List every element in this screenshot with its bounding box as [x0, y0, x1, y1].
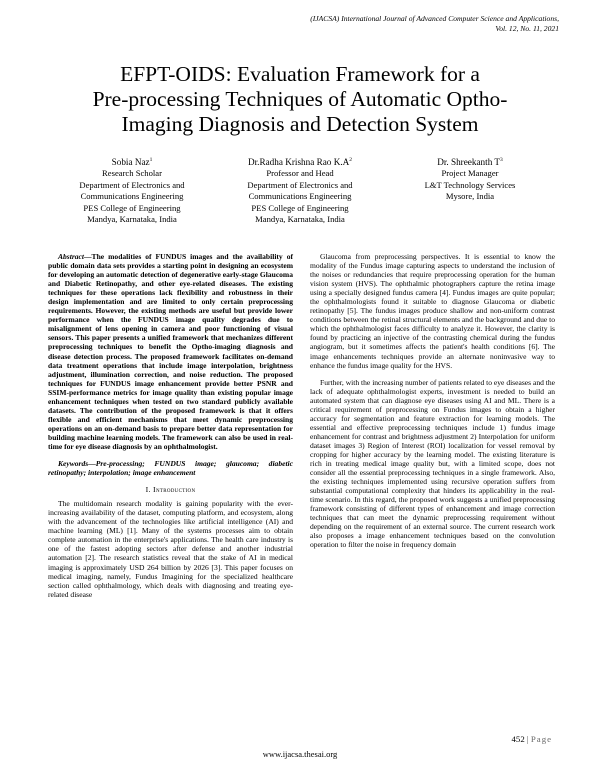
author-name: Dr.Radha Krishna Rao K.A	[247, 157, 350, 168]
keywords-label: Keywords	[58, 459, 89, 469]
author-line: Department of Electronics and	[79, 179, 185, 190]
author-line: L&T Technology Services	[424, 179, 516, 190]
left-column	[48, 252, 293, 599]
body-paragraph-1: Glaucoma from preprocessing perspectives. It is essential to know the modality of the Fundus image capturing aspects to understand the inclusion of the noises or redundancies that require preprocessing operation for the human vision system (HVS). The ophthalmic photographers capture the retina image using a specially designed fundus camera [4]. Fundus images are quite popular; the ophthalmologists found it suitable to diagnose Glaucoma or diabetic retinopathy [5]. The fundus images produce shallow and non-uniform contrast conditions between the retinal structural elements and the background and due to which the ophthalmologist faces difficulty to analyze it. However, the clarity is found by practicing an injective of the contrasting chemical during the fundus angiogram, but it sometimes affects the patient's health conditions [6]. The image enhancements techniques provide an alternate noninvasive way to enhance the fundus image quality for the HVS.	[310, 252, 555, 370]
abstract	[48, 252, 293, 451]
page-number-value: 452	[511, 734, 525, 744]
right-column	[310, 252, 555, 550]
page-separator: |	[526, 734, 529, 744]
journal-volume: Vol. 12, No. 11, 2021	[495, 24, 559, 33]
body-paragraph-2: Further, with the increasing number of patients related to eye diseases and the lack of adequate ophthalmologist experts, investment is needed to build an automated system that can diagnose eye diseases using AI and ML. There is a critical requirement of preprocessing on Fundus images to obtain a higher accuracy for segmentation and feature extraction for learning models. The essential and effective preprocessing techniques include 1) fundus image enhancement for contrast and brightness adjustment 2) Interpolation for uniform dataset images 3) Region of Interest (ROI) localization for vessel removal by cropping for higher accuracy by the learning model. The existing literature is rich in treating medical image quality but, with a limited scope, does not consider all the essential preprocessing techniques in a single framework. Also, the existing techniques implemented using recursive operation suffers from substantial computational complexity that hinders its applicability in the real-time scenario. In this regard, the proposed work suggests a unified preprocessing framework consisting of different types of enhancement and image correction techniques that can meet the dynamic preprocessing requirement without depending on the requirement of an external source. The current research work also proposes a image enhancement techniques based on the convolution operation to filter the noise in frequency domain	[310, 377, 555, 550]
author-sup: 1	[149, 157, 153, 163]
author-sup: 2	[349, 157, 353, 163]
author-line: Mandya, Karnataka, India	[87, 214, 177, 225]
author-line: Mandya, Karnataka, India	[255, 214, 345, 225]
author-block-1	[62, 155, 202, 226]
page-label: Page	[530, 734, 552, 744]
title-line-3: Imaging Diagnosis and Detection System	[121, 112, 479, 136]
abstract-label: Abstract	[58, 252, 84, 261]
paper-title	[40, 62, 560, 137]
author-name: Dr. Shreekanth T	[437, 157, 501, 168]
keywords	[48, 459, 293, 477]
author-line: PES College of Engineering	[83, 202, 181, 213]
section-number: I.	[145, 485, 151, 495]
author-line: PES College of Engineering	[251, 202, 349, 213]
keywords-text: —Pre-processing; FUNDUS image; glaucoma; diabetic retinopathy; interpolation; image enhancement	[48, 459, 293, 478]
author-line: Mysore, India	[445, 191, 495, 202]
page-number	[512, 734, 552, 744]
title-line-2: Pre-processing Techniques of Automatic Optho-	[92, 87, 508, 111]
author-line: Project Manager	[441, 168, 499, 179]
author-line: Research Scholar	[102, 168, 162, 179]
abstract-text: —The modalities of FUNDUS images and the availability of public domain data sets provides a starting point in designing an ecosystem for developing an automatic detection of degenerative early-stage Glaucoma and Diabetic Retinopathy, and other eye-related diseases. The existing techniques for these operations lack flexibility and robustness in their design implementation and are limited to only certain preprocessing requirements. However, the existing methods are useful but provide lower performance when the FUNDUS image quality degrades due to misalignment of lens opening in camera and poor functioning of visual sensors. This paper presents a unified framework that mechanizes different preprocessing techniques to benefit the Optho-imaging diagnosis and disease detection process. The proposed framework facilitates on-demand data treatment operations that include image interpolation, brightness adjustment, illumination correction, and noise reduction. The proposed techniques for FUNDUS image enhancement provide better PSNR and SSIM-performance metrics for image quality than existing popular image enhancement techniques when tested on two standard publicly available datasets. The contribution of the proposed framework is that it offers flexible and efficient mechanisms that meet dynamic preprocessing operations on an on-demand basis to prepare better data representation for building machine learning models. The framework can also be used in real-time for eye disease diagnosis by an ophthalmologist.	[48, 252, 293, 451]
author-line: Communications Engineering	[248, 191, 352, 202]
author-block-3	[400, 155, 540, 203]
title-line-1: EFPT-OIDS: Evaluation Framework for a	[120, 62, 480, 86]
journal-header	[310, 14, 559, 34]
footer-url[interactable]: www.ijacsa.thesai.org	[262, 749, 338, 759]
author-sup: 3	[500, 157, 503, 163]
intro-paragraph: The multidomain research modality is gaining popularity with the ever-increasing availability of the dataset, computing platform, and ecosystem, along with the advancement of the technologies like artificial intelligence (AI) and machine learning (ML) [1]. Many of the systems processes aim to obtain complete automation in the enterprise's applications. The health care industry is one of the fastest adopting sectors after defense and another industrial automation [2]. The research statistics reveal that the stake of AI in medical imaging is approximately USD 264 billion by 2026 [3]. This paper focuses on medical imaging, namely, Fundus Imagining for the specialized healthcare section called ophthalmology, which deals with diagnosing and treating eye-related disease	[48, 499, 293, 599]
author-line: Department of Electronics and	[247, 179, 353, 190]
author-line: Professor and Head	[266, 168, 334, 179]
author-block-2	[228, 155, 372, 226]
journal-name: (IJACSA) International Journal of Advanced Computer Science and Applications,	[310, 14, 559, 23]
author-line: Communications Engineering	[80, 191, 184, 202]
section-heading-introduction	[48, 485, 293, 494]
author-name: Sobia Naz	[111, 157, 150, 168]
section-title: Introduction	[153, 485, 196, 495]
